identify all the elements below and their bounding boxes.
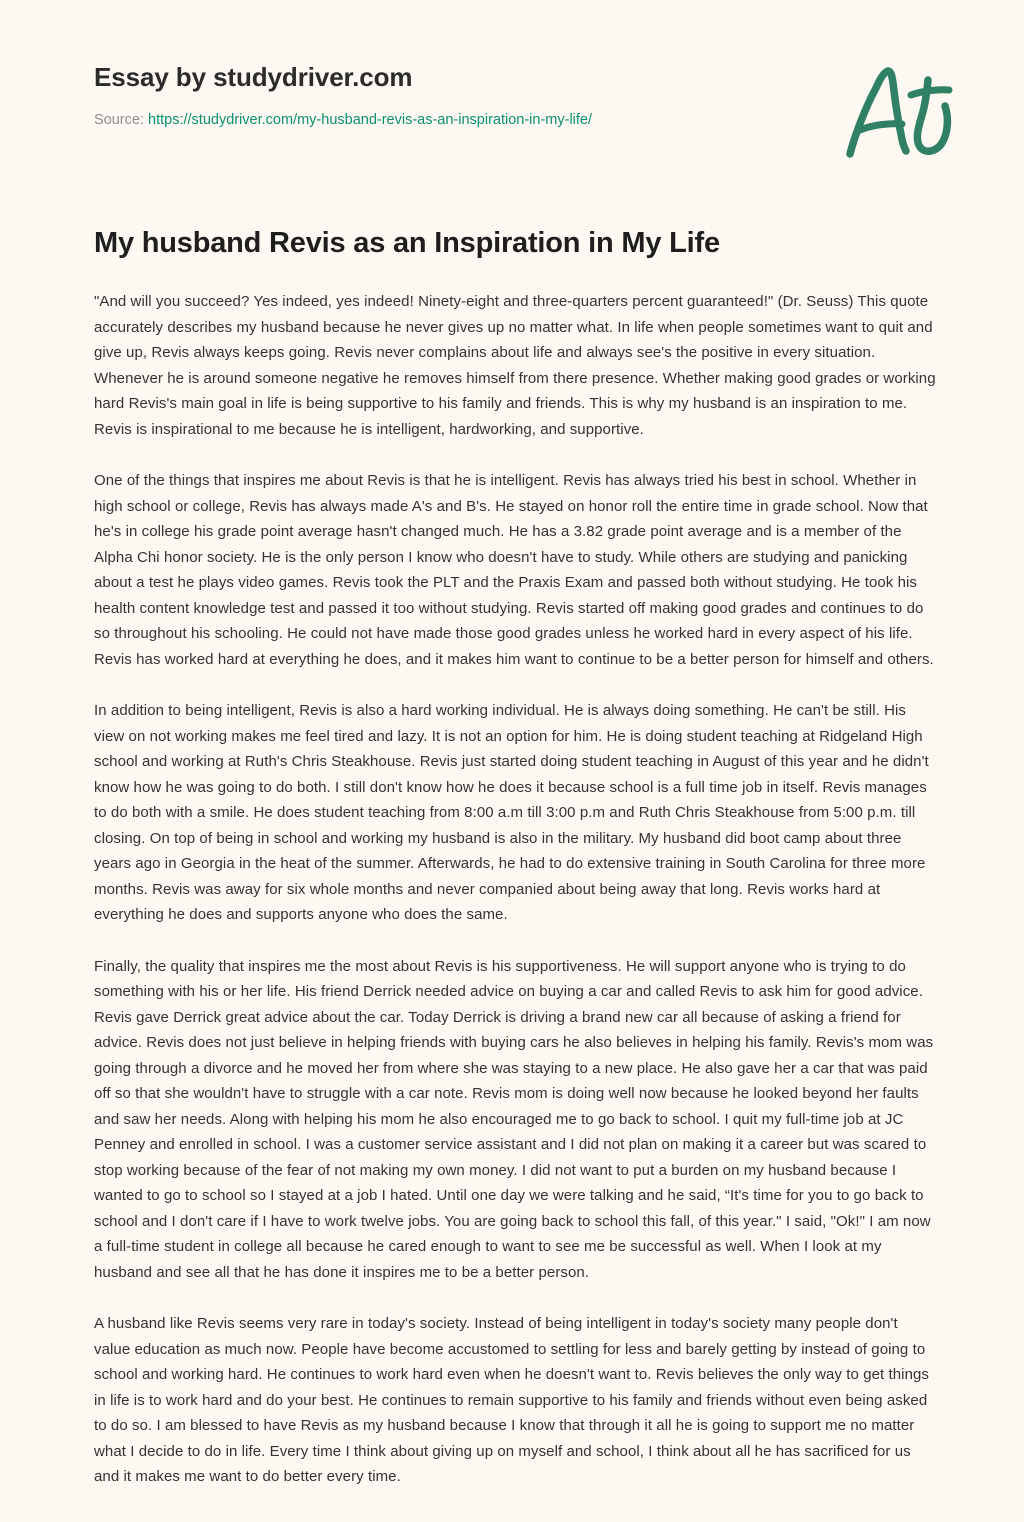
source-link[interactable]: https://studydriver.com/my-husband-revis-as-an-inspiration-in-my-life/: [148, 112, 593, 129]
paragraph: In addition to being intelligent, Revis is also a hard working individual. He is always doing something. He can't be still. His view on not working makes me feel tired and lazy. It is not an option for him. He is doing student teaching at Ridgeland High school and working at Ruth's Chris Steakhouse. Revis just started doing student teaching in August of this year and he didn't know how he was going to do both. I still don't know how he does it because school is a full time job in itself. Revis manages to do both with a smile. He does student teaching from 8:00 a.m till 3:00 p.m and Ruth Chris Steakhouse from 5:00 p.m. till closing. On top of being in school and working my husband is also in the military. My husband did boot camp about three years ago in Georgia in the heat of the summer. Afterwards, he had to do extensive training in South Carolina for three more months. Revis was away for six whole months and never companied about being away that long. Revis works hard at everything he does and supports anyone who does the same.: [94, 702, 929, 924]
paragraph: Finally, the quality that inspires me the most about Revis is his supportiveness. He will support anyone who is trying to do something with his or her life. His friend Derrick needed advice on buying a car and called Revis to ask him for good advice. Revis gave Derrick great advice about the car. Today Derrick is driving a brand new car all because of asking a friend for advice. Revis does not just believe in helping friends with buying cars he also believes in helping his family. Revis's mom was going through a divorce and he moved her from where she was staying to a new place. He also gave her a car that was paid off so that she wouldn't have to struggle with a car note. Revis mom is doing well now because he looked beyond her faults and saw her needs. Along with helping his mom he also encouraged me to go back to school. I quit my full-time job at JC Penney and enrolled in school. I was a customer service assistant and I did not plan on making it a career but was scared to stop working because of the fear of not making my own money. I did not want to put a burden on my husband because I wanted to go to school so I stayed at a job I hated. Until one day we were talking and he said, “It's time for you to go back to school and I don't care if I have to work twelve jobs. You are going back to school this fall, of this year." I said, "Ok!" I am now a full-time student in college all because he cared enough to want to see me be successful as well. When I look at my husband and see all that he has done it inspires me to be a better person.: [94, 957, 934, 1281]
page-title: My husband Revis as an Inspiration in My Life: [94, 227, 720, 260]
paragraph: "And will you succeed? Yes indeed, yes indeed! Ninety-eight and three-quarters percent guaranteed!" (Dr. Seuss) This quote accurately describes my husband because he never gives up no matter what. In life when people sometimes want to quit and give up, Revis always keeps going. Revis never complains about life and always see's the positive in every situation. Whenever he is around someone negative he removes himself from there presence. Whether making good grades or working hard Revis's main goal in life is being supportive to his family and friends. This is why my husband is an inspiration to me. Revis is inspirational to me because he is intelligent, hardworking, and supportive.: [94, 293, 936, 438]
source-row: [94, 111, 960, 130]
document-header: [0, 0, 1024, 130]
paragraph: One of the things that inspires me about Revis is that he is intelligent. Revis has always tried his best in school. Whether in high school or college, Revis has always made A's and B's. He stayed on honor roll the entire time in grade school. Now that he's in college his grade point average hasn't changed much. He has a 3.82 grade point average and is a member of the Alpha Chi honor society. He is the only person I know who doesn't have to study. While others are studying and panicking about a test he plays video games. Revis took the PLT and the Praxis Exam and passed both without studying. He took his health content knowledge test and passed it too without studying. Revis started off making good grades and continues to do so throughout his schooling. He could not have made those good grades unless he worked hard in every aspect of his life. Revis has worked hard at everything he does, and it makes him want to continue to be a better person for himself and others.: [94, 472, 934, 668]
brand-title: Essay by studydriver.com: [94, 62, 413, 92]
essay-paragraphs: [94, 289, 938, 1490]
essay-content: [0, 130, 1024, 1490]
source-label: Source:: [94, 112, 144, 129]
paragraph: A husband like Revis seems very rare in today's society. Instead of being intelligent in today's society many people don't value education as much now. People have become accustomed to settling for less and barely getting by instead of going to school and working hard. He continues to work hard even when he doesn't want to. Revis believes the only way to get things in life is to work hard and do your best. He continues to remain supportive to his family and friends without even being asked to do so. I am blessed to have Revis as my husband because I know that through it all he is going to support me no matter what I decide to do in life. Every time I think about giving up on myself and school, I think about all he has sacrificed for us and it makes me want to do better every time.: [94, 1315, 929, 1486]
